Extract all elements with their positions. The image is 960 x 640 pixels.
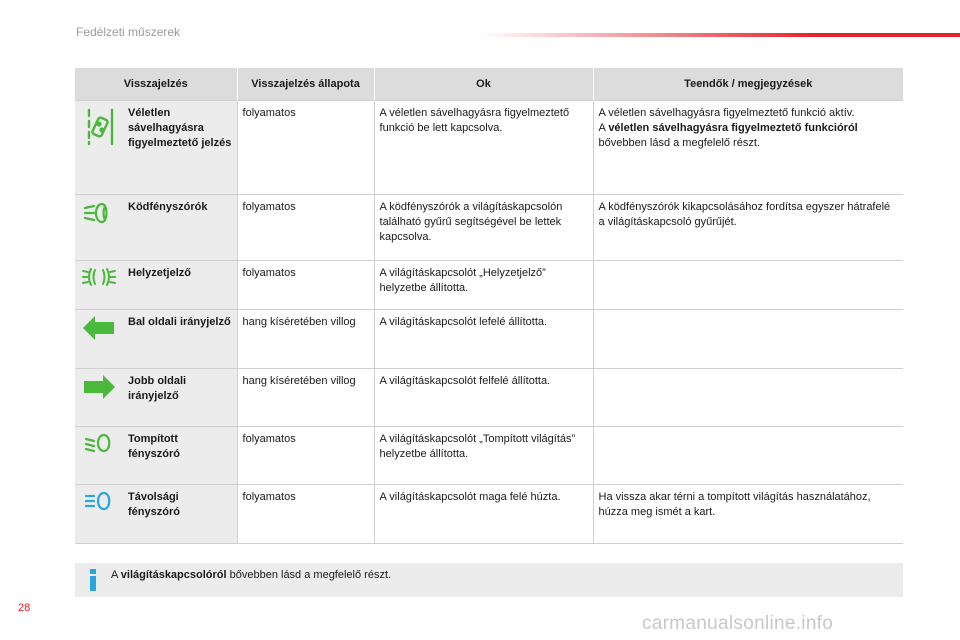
info-text	[111, 569, 391, 581]
indicator-cause: A ködfényszórók a világításkapcsolón található gyűrű segítségével be lettek kapcsolva.	[374, 195, 593, 261]
indicator-state: folyamatos	[237, 261, 374, 310]
page-header-title: Fedélzeti műszerek	[76, 25, 181, 39]
indicator-state: hang kíséretében villog	[237, 369, 374, 427]
watermark: carmanualsonline.info	[642, 613, 834, 634]
action-text-bold: véletlen sávelhagyásra figyelmeztető funkcióról	[608, 122, 858, 134]
indicator-state: folyamatos	[237, 195, 374, 261]
indicator-state: folyamatos	[237, 101, 374, 195]
table-row	[75, 310, 903, 369]
action-text-suffix: bővebben lásd a megfelelő részt.	[598, 137, 760, 149]
info-prefix: A	[111, 569, 121, 581]
header-actions: Teendők / megjegyzések	[593, 68, 903, 101]
table-header-row	[75, 68, 903, 101]
indicator-action	[593, 310, 903, 369]
indicator-name: Helyzetjelző	[123, 261, 237, 310]
indicator-cause: A világításkapcsolót „Tompított világítás” helyzetbe állította.	[374, 427, 593, 485]
header-state: Visszajelzés állapota	[237, 68, 374, 101]
indicator-action: A ködfényszórók kikapcsolásához fordítsa egyszer hátrafelé a világításkapcsoló gyűrűjét.	[593, 195, 903, 261]
lane-departure-icon	[80, 106, 120, 146]
indicator-name: Ködfényszórók	[123, 195, 237, 261]
indicator-action	[593, 427, 903, 485]
indicator-cause: A világításkapcsolót „Helyzetjelző” helyzetbe állította.	[374, 261, 593, 310]
action-text-prefix: A	[598, 122, 609, 134]
indicator-action	[593, 369, 903, 427]
indicator-name: Tompított fényszóró	[123, 427, 237, 485]
warning-lights-table	[75, 68, 903, 544]
indicator-name: Távolsági fényszóró	[123, 485, 237, 544]
page-number: 28	[18, 602, 31, 614]
indicator-name: Véletlen sávelhagyásra figyelmeztető jelzés	[123, 101, 237, 195]
info-suffix: bővebben lásd a megfelelő részt.	[226, 569, 392, 581]
indicator-state: hang kíséretében villog	[237, 310, 374, 369]
indicator-name: Bal oldali irányjelző	[123, 310, 237, 369]
indicator-state: folyamatos	[237, 485, 374, 544]
table-row	[75, 485, 903, 544]
header-accent-bar	[480, 33, 960, 37]
table-row	[75, 101, 903, 195]
indicator-cause: A véletlen sávelhagyásra figyelmeztető funkció be lett kapcsolva.	[374, 101, 593, 195]
table-row	[75, 427, 903, 485]
indicator-action: Ha vissza akar térni a tompított világítás használatához, húzza meg ismét a kart.	[593, 485, 903, 544]
info-note	[75, 563, 903, 597]
right-arrow-icon	[83, 374, 115, 400]
info-icon	[88, 568, 98, 592]
table-row	[75, 369, 903, 427]
dipped-beam-icon	[84, 432, 114, 454]
indicator-cause: A világításkapcsolót felfelé állította.	[374, 369, 593, 427]
indicator-cause: A világításkapcsolót maga felé húzta.	[374, 485, 593, 544]
indicator-name: Jobb oldali irányjelző	[123, 369, 237, 427]
table-row	[75, 261, 903, 310]
side-light-icon	[81, 266, 117, 288]
indicator-cause: A világításkapcsolót lefelé állította.	[374, 310, 593, 369]
info-bold: világításkapcsolóról	[120, 569, 227, 581]
fog-light-icon	[82, 200, 116, 226]
indicator-action	[593, 261, 903, 310]
indicator-state: folyamatos	[237, 427, 374, 485]
main-beam-icon	[84, 490, 114, 512]
header-cause: Ok	[374, 68, 593, 101]
table-row	[75, 195, 903, 261]
left-arrow-icon	[83, 315, 115, 341]
indicator-action	[593, 101, 903, 195]
header-indicator: Visszajelzés	[75, 68, 237, 101]
action-text: A véletlen sávelhagyásra figyelmeztető funkció aktív.	[598, 107, 855, 119]
